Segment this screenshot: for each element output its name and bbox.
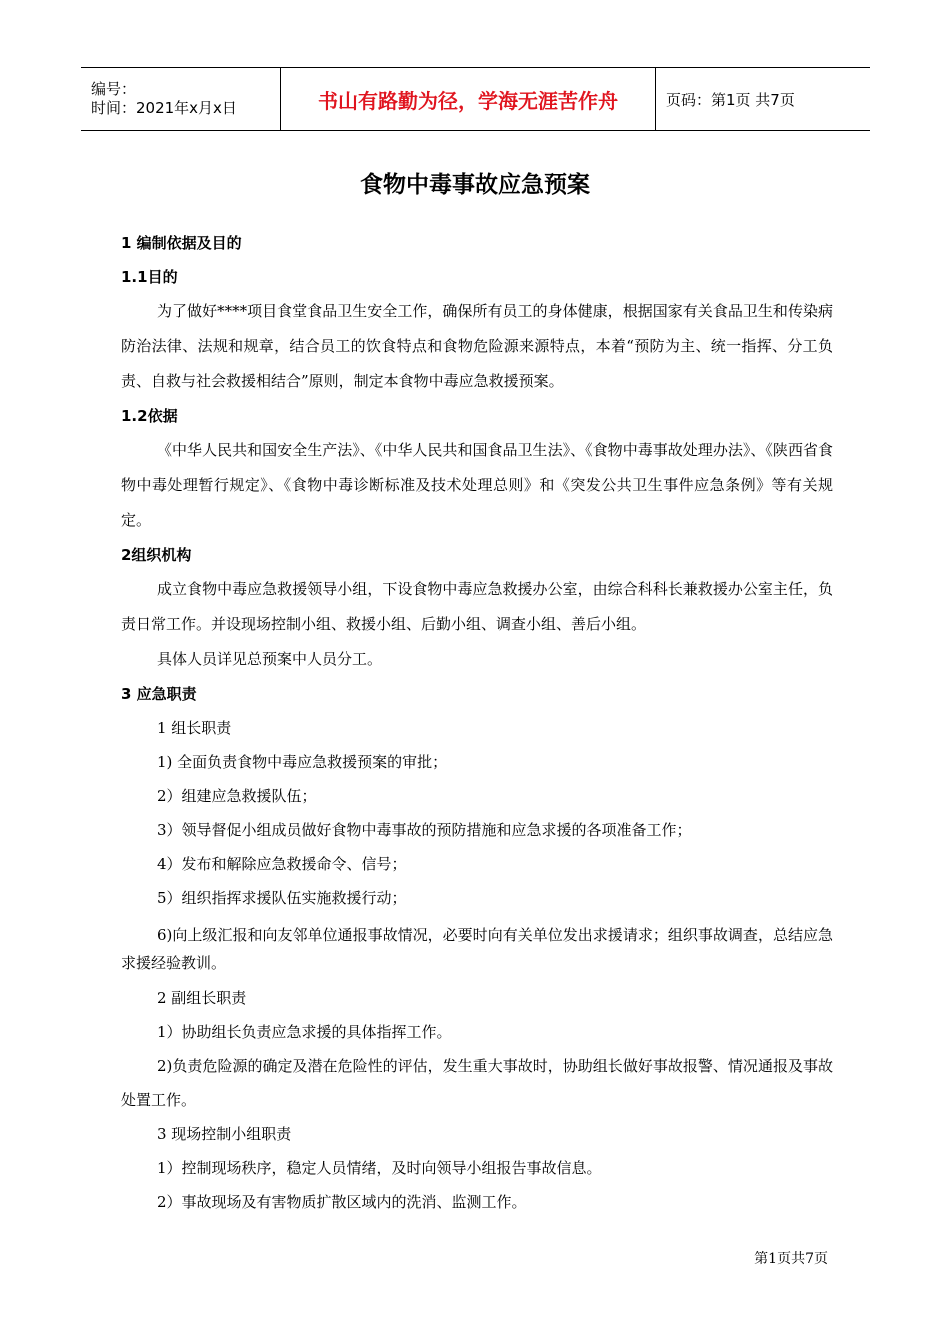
list-item: 5）组织指挥求援队伍实施救援行动； bbox=[157, 889, 407, 907]
section-heading-2: 2组织机构 bbox=[121, 546, 192, 564]
section-heading-3: 3 应急职责 bbox=[121, 685, 197, 703]
list-item: 3）领导督促小组成员做好食物中毒事故的预防措施和应急求援的各项准备工作； bbox=[157, 821, 692, 839]
document-number-label: 编号： bbox=[91, 80, 137, 98]
paragraph-basis: 《中华人民共和国安全生产法》、《中华人民共和国食品卫生法》、《食物中毒事故处理办法》、《陕西省食物中毒处理暂行规定》、《食物中毒诊断标准及技术处理总则》和《突发公共卫生事件应急条例》等有关规定。 bbox=[121, 441, 833, 529]
list-item: 1）协助组长负责应急求援的具体指挥工作。 bbox=[157, 1023, 452, 1041]
document-body bbox=[121, 226, 833, 1219]
section-heading-1: 1 编制依据及目的 bbox=[121, 234, 242, 252]
section-heading-1-1: 1.1目的 bbox=[121, 268, 178, 286]
document-title: 食物中毒事故应急预案 bbox=[360, 172, 590, 198]
paragraph-purpose: 为了做好****项目食堂食品卫生安全工作，确保所有员工的身体健康，根据国家有关食品卫生和传染病防治法律、法规和规章，结合员工的饮食特点和食物危险源来源特点，本着“预防为主、统一指挥、分工负责、自救与社会救援相结合”原则，制定本食物中毒应急救援预案。 bbox=[121, 302, 833, 390]
subsection-site-control-duties: 3 现场控制小组职责 bbox=[157, 1125, 292, 1143]
list-item: 4）发布和解除应急救援命令、信号； bbox=[157, 855, 407, 873]
header-page-label: 页码：第1页 共7页 bbox=[666, 90, 795, 109]
header-meta bbox=[81, 68, 281, 130]
page-footer: 第1页共7页 bbox=[754, 1251, 828, 1267]
document-header bbox=[81, 67, 870, 131]
document-time-label: 时间：2021年x月x日 bbox=[91, 99, 237, 117]
list-item: 1) 全面负责食物中毒应急救援预案的审批； bbox=[157, 753, 448, 771]
header-motto: 书山有路勤为径，学海无涯苦作舟 bbox=[281, 68, 656, 130]
subsection-deputy-duties: 2 副组长职责 bbox=[157, 989, 247, 1007]
subsection-leader-duties: 1 组长职责 bbox=[157, 719, 232, 737]
paragraph-organization: 成立食物中毒应急救援领导小组，下设食物中毒应急救援办公室，由综合科科长兼救援办公室主任，负责日常工作。并设现场控制小组、救援小组、后勤小组、调查小组、善后小组。 bbox=[121, 580, 833, 633]
list-item: 2)负责危险源的确定及潜在危险性的评估，发生重大事故时，协助组长做好事故报警、情况通报及事故处置工作。 bbox=[121, 1057, 833, 1109]
list-item: 2）组建应急救援队伍； bbox=[157, 787, 317, 805]
paragraph-personnel: 具体人员详见总预案中人员分工。 bbox=[157, 650, 383, 668]
section-heading-1-2: 1.2依据 bbox=[121, 407, 178, 425]
list-item: 6)向上级汇报和向友邻单位通报事故情况，必要时向有关单位发出求援请求；组织事故调查，总结应急求援经验教训。 bbox=[121, 926, 833, 972]
list-item: 2）事故现场及有害物质扩散区域内的洗消、监测工作。 bbox=[157, 1193, 527, 1211]
list-item: 1）控制现场秩序，稳定人员情绪，及时向领导小组报告事故信息。 bbox=[157, 1159, 602, 1177]
